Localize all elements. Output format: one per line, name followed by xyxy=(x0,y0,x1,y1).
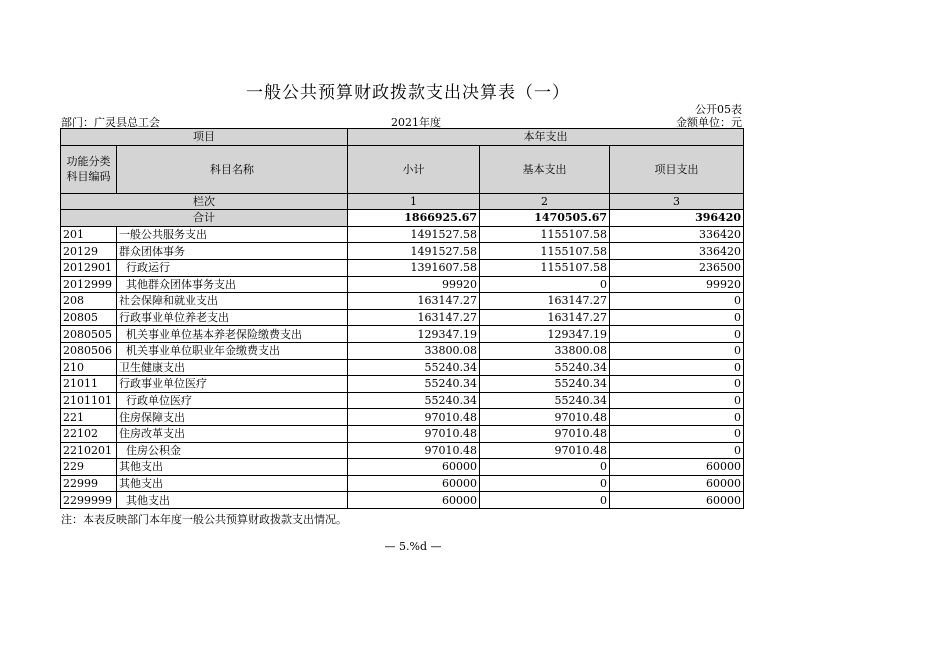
unit-label: 金额单位：元 xyxy=(676,116,742,129)
header-code: 功能分类科目编码 xyxy=(61,145,117,193)
row-name: 机关事业单位职业年金缴费支出 xyxy=(117,342,348,359)
row-subtotal: 1491527.58 xyxy=(348,226,480,243)
row-subtotal: 97010.48 xyxy=(348,442,480,459)
row-subtotal: 60000 xyxy=(348,475,480,492)
row-basic: 0 xyxy=(480,475,610,492)
row-subtotal: 97010.48 xyxy=(348,425,480,442)
total-subtotal: 1866925.67 xyxy=(348,210,480,227)
row-basic: 129347.19 xyxy=(480,326,610,343)
table-row xyxy=(61,243,744,260)
table-row xyxy=(61,475,744,492)
row-name: 机关事业单位基本养老保险缴费支出 xyxy=(117,326,348,343)
header-name: 科目名称 xyxy=(117,145,348,193)
header-item: 项目 xyxy=(61,129,348,146)
row-project: 0 xyxy=(610,376,744,393)
row-basic: 163147.27 xyxy=(480,309,610,326)
row-project: 0 xyxy=(610,442,744,459)
total-basic: 1470505.67 xyxy=(480,210,610,227)
row-project: 0 xyxy=(610,359,744,376)
table-row xyxy=(61,492,744,509)
row-project: 0 xyxy=(610,409,744,426)
row-project: 99920 xyxy=(610,276,744,293)
row-code: 208 xyxy=(61,293,117,310)
row-basic: 1155107.58 xyxy=(480,259,610,276)
row-basic: 97010.48 xyxy=(480,409,610,426)
row-subtotal: 60000 xyxy=(348,492,480,509)
row-code: 2210201 xyxy=(61,442,117,459)
row-name: 其他支出 xyxy=(117,475,348,492)
row-code: 20805 xyxy=(61,309,117,326)
row-code: 2012901 xyxy=(61,259,117,276)
header-subtotal: 小计 xyxy=(348,145,480,193)
department-label: 部门：广灵县总工会 xyxy=(61,116,160,129)
row-basic: 0 xyxy=(480,459,610,476)
table-row xyxy=(61,342,744,359)
row-subtotal: 1491527.58 xyxy=(348,243,480,260)
row-basic: 1155107.58 xyxy=(480,243,610,260)
row-project: 0 xyxy=(610,392,744,409)
row-name: 一般公共服务支出 xyxy=(117,226,348,243)
row-name: 行政事业单位医疗 xyxy=(117,376,348,393)
row-name: 住房保障支出 xyxy=(117,409,348,426)
row-subtotal: 55240.34 xyxy=(348,376,480,393)
table-row xyxy=(61,359,744,376)
header-current-year: 本年支出 xyxy=(348,129,744,146)
row-basic: 55240.34 xyxy=(480,392,610,409)
table-row xyxy=(61,326,744,343)
row-code: 210 xyxy=(61,359,117,376)
row-basic: 97010.48 xyxy=(480,425,610,442)
table-row xyxy=(61,276,744,293)
row-code: 2299999 xyxy=(61,492,117,509)
table-row xyxy=(61,293,744,310)
row-subtotal: 163147.27 xyxy=(348,309,480,326)
table-row xyxy=(61,442,744,459)
row-project: 60000 xyxy=(610,475,744,492)
row-code: 201 xyxy=(61,226,117,243)
row-basic: 0 xyxy=(480,492,610,509)
row-project: 0 xyxy=(610,326,744,343)
row-basic: 55240.34 xyxy=(480,359,610,376)
table-row xyxy=(61,425,744,442)
row-project: 0 xyxy=(610,342,744,359)
row-project: 0 xyxy=(610,309,744,326)
row-code: 2101101 xyxy=(61,392,117,409)
row-basic: 55240.34 xyxy=(480,376,610,393)
table-row xyxy=(61,259,744,276)
table-row xyxy=(61,409,744,426)
total-project: 396420 xyxy=(610,210,744,227)
meta-line xyxy=(61,114,742,128)
row-basic: 163147.27 xyxy=(480,293,610,310)
row-name: 群众团体事务 xyxy=(117,243,348,260)
table-row xyxy=(61,459,744,476)
row-subtotal: 55240.34 xyxy=(348,359,480,376)
header-col1: 1 xyxy=(348,193,480,210)
row-name: 行政事业单位养老支出 xyxy=(117,309,348,326)
row-subtotal: 55240.34 xyxy=(348,392,480,409)
year-label: 2021年度 xyxy=(391,116,441,129)
row-project: 336420 xyxy=(610,226,744,243)
header-basic: 基本支出 xyxy=(480,145,610,193)
row-code: 221 xyxy=(61,409,117,426)
row-project: 60000 xyxy=(610,459,744,476)
row-code: 20129 xyxy=(61,243,117,260)
row-subtotal: 33800.08 xyxy=(348,342,480,359)
row-code: 22102 xyxy=(61,425,117,442)
row-basic: 1155107.58 xyxy=(480,226,610,243)
header-col3: 3 xyxy=(610,193,744,210)
row-name: 其他支出 xyxy=(117,492,348,509)
row-code: 229 xyxy=(61,459,117,476)
row-name: 其他支出 xyxy=(117,459,348,476)
row-name: 社会保障和就业支出 xyxy=(117,293,348,310)
page-number: — 5.%d — xyxy=(384,540,442,553)
row-subtotal: 1391607.58 xyxy=(348,259,480,276)
row-code: 2080505 xyxy=(61,326,117,343)
row-subtotal: 163147.27 xyxy=(348,293,480,310)
row-subtotal: 60000 xyxy=(348,459,480,476)
header-project: 项目支出 xyxy=(610,145,744,193)
row-project: 0 xyxy=(610,293,744,310)
row-code: 22999 xyxy=(61,475,117,492)
row-subtotal: 99920 xyxy=(348,276,480,293)
table-row xyxy=(61,376,744,393)
row-basic: 97010.48 xyxy=(480,442,610,459)
header-col2: 2 xyxy=(480,193,610,210)
table-row xyxy=(61,392,744,409)
row-code: 2012999 xyxy=(61,276,117,293)
row-basic: 33800.08 xyxy=(480,342,610,359)
table-note: 注：本表反映部门本年度一般公共预算财政拨款支出情况。 xyxy=(61,513,347,526)
row-name: 住房公积金 xyxy=(117,442,348,459)
row-project: 336420 xyxy=(610,243,744,260)
row-name: 其他群众团体事务支出 xyxy=(117,276,348,293)
row-project: 236500 xyxy=(610,259,744,276)
row-subtotal: 97010.48 xyxy=(348,409,480,426)
row-basic: 0 xyxy=(480,276,610,293)
row-code: 21011 xyxy=(61,376,117,393)
table-row xyxy=(61,226,744,243)
page-title: 一般公共预算财政拨款支出决算表（一） xyxy=(246,83,570,103)
row-name: 行政运行 xyxy=(117,259,348,276)
row-project: 0 xyxy=(610,425,744,442)
row-name: 住房改革支出 xyxy=(117,425,348,442)
row-subtotal: 129347.19 xyxy=(348,326,480,343)
row-code: 2080506 xyxy=(61,342,117,359)
total-label: 合计 xyxy=(61,210,348,227)
form-number: 公开05表 xyxy=(695,103,742,116)
header-column-no: 栏次 xyxy=(61,193,348,210)
row-project: 60000 xyxy=(610,492,744,509)
expenditure-table xyxy=(60,128,744,509)
row-name: 卫生健康支出 xyxy=(117,359,348,376)
row-name: 行政单位医疗 xyxy=(117,392,348,409)
table-row xyxy=(61,309,744,326)
